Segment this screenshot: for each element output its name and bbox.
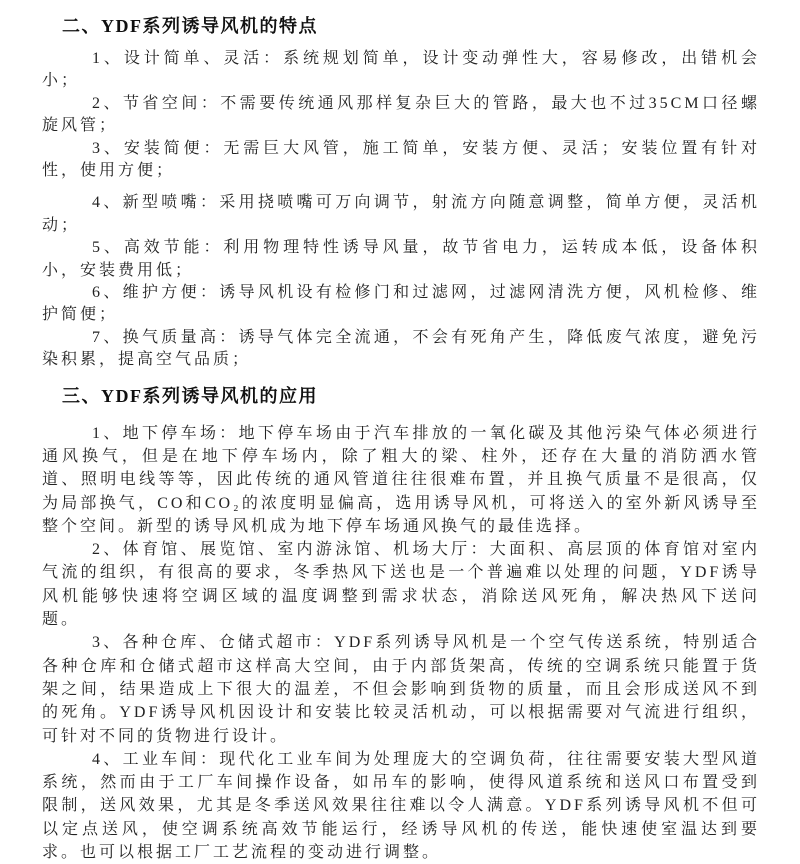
feature-item-5: 5、高效节能：利用物理特性诱导风量，故节省电力，运转成本低，设备体积小，安装费用低； (42, 239, 760, 279)
feature-item-7: 7、换气质量高：诱导气体完全流通，不会有死角产生，降低废气浓度，避免污染积累，提高空气品质； (42, 328, 760, 369)
feature-item-2: 2、节省空间：不需要传统通风那样复杂巨大的管路，最大也不过35CM口径螺旋风管； (42, 94, 760, 135)
application-item-1: 1、地下停车场：地下停车场由于汽车排放的一氧化碳及其他污染气体必须进行通风换气，但是在地下停车场内，除了粗大的梁、柱外，还存在大量的消防洒水管道、照明电线等等，因此传统的通风管道往往很难布置，并且换气质量不是很高，仅为局部换气，CO和CO₂的浓度明显偏高，选用诱导风机，可将送入的室外新风诱导至整个空间。新型的诱导风机成为地下停车场通风换气的最佳选择。 (42, 424, 760, 535)
feature-item-3: 3、安装简便：无需巨大风管，施工简单，安装方便、灵活；安装位置有针对性，使用方便； (42, 139, 760, 180)
application-item-3: 3、各种仓库、仓储式超市：YDF系列诱导风机是一个空气传送系统，特别适合各种仓库和仓储式超市这样高大空间，由于内部货架高，传统的空调系统只能置于货架之间，结果造成上下很大的温差，不但会影响到货物的质量，而且会形成送风不到的死角。YDF诱导风机因设计和安装比较灵活机动，可以根据需要对气流进行组织，可针对不同的货物进行设计。 (42, 634, 760, 745)
application-item-2: 2、体育馆、展览馆、室内游泳馆、机场大厅：大面积、高层顶的体育馆对室内气流的组织，有很高的要求，冬季热风下送也是一个普遍难以处理的问题，YDF诱导风机能够快速将空调区域的温度调整到需求状态，消除送风死角，解决热风下送问题。 (42, 541, 760, 629)
section-applications-heading: 三、YDF系列诱导风机的应用 (62, 385, 318, 406)
feature-item-6: 6、维护方便：诱导风机设有检修门和过滤网，过滤网清洗方便，风机检修、维护简便； (42, 284, 760, 324)
feature-item-4: 4、新型喷嘴：采用挠喷嘴可万向调节，射流方向随意调整，简单方便，灵活机动； (42, 194, 760, 234)
feature-item-1: 1、设计简单、灵活：系统规划简单，设计变动弹性大，容易修改，出错机会小； (42, 50, 760, 90)
section-applications (42, 382, 760, 864)
section-features-heading: 二、YDF系列诱导风机的特点 (62, 16, 318, 36)
application-item-4: 4、工业车间：现代化工业车间为处理庞大的空调负荷，往往需要安装大型风道系统，然而由于工厂车间操作设备，如吊车的影响，使得风道系统和送风口布置受到限制，送风效果，尤其是冬季送风效果往往难以令人满意。YDF系列诱导风机不但可以定点送风，使空调系统高效节能运行，经诱导风机的传送，能快速使室温达到要求。也可以根据工厂工艺流程的变动进行调整。 (42, 750, 760, 862)
section-features (42, 12, 760, 372)
